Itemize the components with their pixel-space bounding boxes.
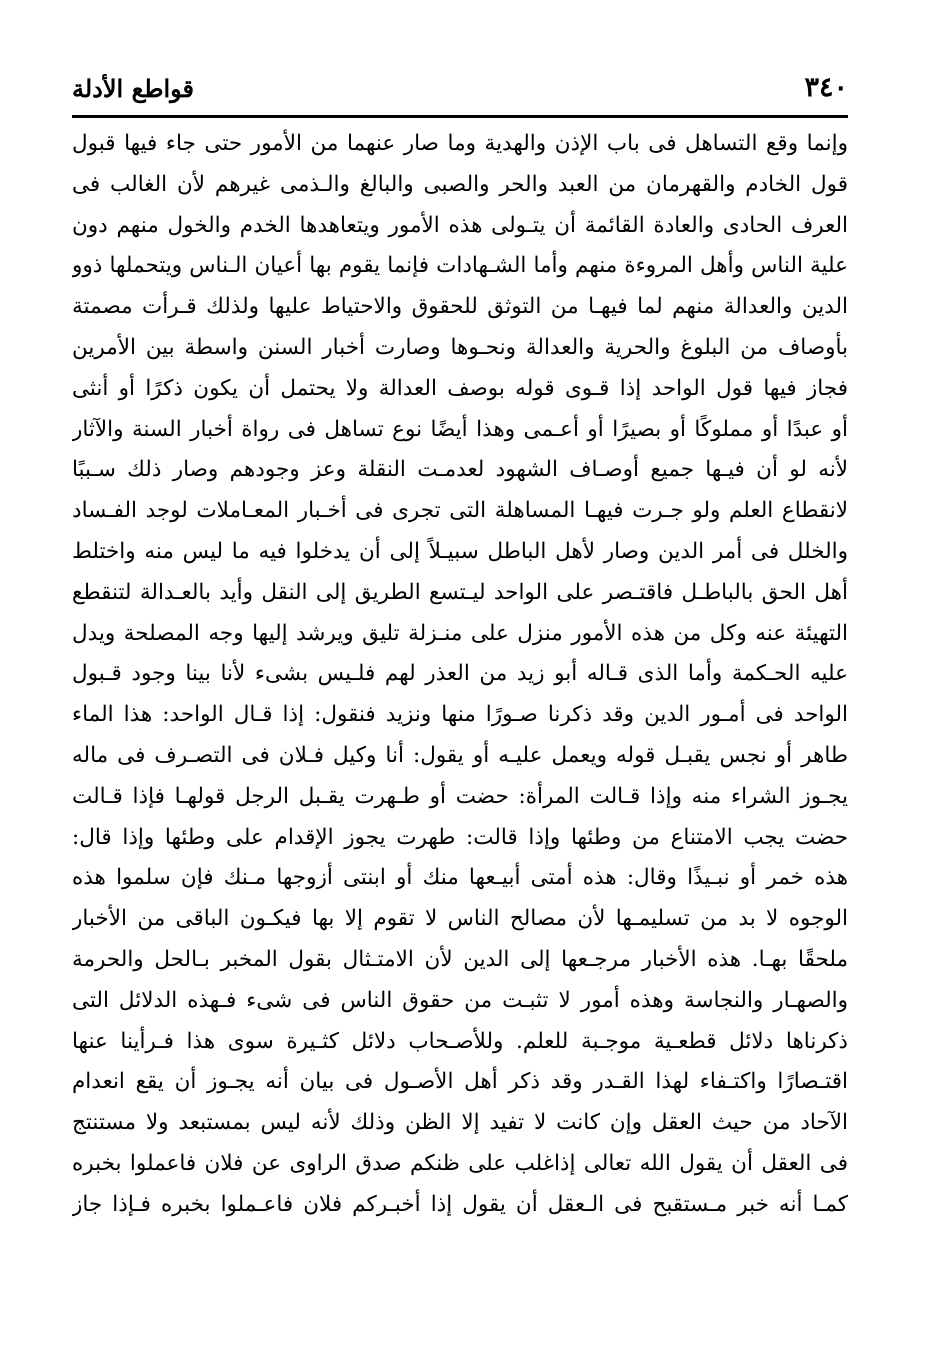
text-line: علية الناس وأهل المروءة منهم وأما الشـهادات فإنما يقوم بها أعيان الـناس ويتحملها ذوو [72, 253, 848, 279]
page-number: ٣٤٠ [804, 72, 848, 103]
text-line: اقتـصارًا واكتـفاء لهذا القـدر وقد ذكر أهل الأصـول فى بيان أنه يجـوز أن يقع انعدام [72, 1069, 848, 1095]
text-line: حضت يجب الامتناع من وطئها وإذا قالت: طهرت يجوز الإقدام على وطئها وإذا قال: [72, 824, 848, 850]
text-line: ملحقًا بهـا. هذه الأخبار مرجـعها إلى الدين لأن الامتـثال بقول المخبر بـالحل والحرمة [72, 946, 848, 972]
text-line: الآحاد من حيث العقل وإن كانت لا تفيد إلا الظن وذلك لأنه ليس بمستبعد ولا مستنتج [72, 1110, 848, 1136]
text-line: الدين والعدالة منهم لما فيهـا من التوثق للحقوق والاحتياط عليها ولذلك قـرأت مصمتة [72, 294, 848, 320]
text-line: عليه الحـكمة وأما الذى قـاله أبو زيد من العذر لهم فلـيس بشىء لأنا بينا وجود قـبول [72, 661, 848, 687]
text-line: وإنما وقع التساهل فى باب الإذن والهدية وما صار عنهما من الأمور حتى جاء فيها قبول [72, 131, 848, 156]
text-line: والخلل فى أمر الدين وصار لأهل الباطل سبيـلاً إلى أن يدخلوا فيه ما ليس منه واختلط [72, 538, 848, 564]
page-header [72, 68, 848, 108]
text-line: طاهر أو نجس يقبـل قوله ويعمل عليـه أو يقول: أنا وكيل فـلان فى التصـرف فى ماله [72, 742, 848, 768]
text-line: فجاز فيها قول الواحد إذا قـوى قوله بوصف العدالة ولا يحتمل أن يكون ذكرًا أو أنثى [72, 375, 848, 401]
header-rule [72, 115, 848, 118]
text-line: العرف الحادى والعادة القائمة أن يتـولى هذه الأمور ويتعاهدها الخدم والخول منهم دون [72, 212, 848, 238]
text-line: يجـوز الشراء منه وإذا قـالت المرأة: حضت أو طـهرت يقـبل الرجل قولهـا فإذا قـالت [72, 783, 848, 809]
text-line: أهل الحق بالباطـل فاقتـصر على الواحد ليـتسع الطريق إلى النقل وأيد بالعـدالة لتنقطع [72, 579, 848, 605]
text-line: قول الخادم والقهرمان من العبد والحر والصبى والبالغ والـذمى غيرهم لأن الغالب فى [72, 171, 848, 197]
text-line: الواحد فى أمـور الدين وقد ذكرنا صـورًا منها ونزيد فنقول: إذا قـال الواحد: هذا الماء [72, 702, 848, 728]
text-line: فى العقل أن يقول الله تعالى إذاغلب على ظنكم صدق الراوى عن فلان فاعملوا بخبره [72, 1150, 848, 1176]
body-text [72, 124, 848, 1226]
text-line: بأوصاف من البلوغ والحرية والعدالة ونحـوها وصارت أخبار السنن واسطة بين الأمرين [72, 334, 848, 360]
text-line: والصهـار والنجاسة وهذه أمور لا تثبـت من حقوق الناس فى شىء فـهذه الدلائل التى [72, 987, 848, 1013]
text-line: لأنه لو أن فيـها جميع أوصـاف الشهود لعدمـت النقلة وعز وجودهم وصار ذلك سـببًا [72, 457, 848, 483]
running-title: قواطع الأدلة [72, 74, 194, 103]
text-line: هذه خمر أو نبـيذًا وقال: هذه أمتى أبيـعها منك أو ابنتى أزوجها مـنك فإن سلموا هذه [72, 865, 848, 891]
text-line: التهيئة عنه وكل من هذه الأمور منزل على منـزلة تليق ويرشد إليها وجه المصلحة ويدل [72, 620, 848, 646]
text-line: الوجوه لا بد من تسليمـها لأن مصالح الناس لا تقوم إلا بها فيكـون الباقى من الأخبار [72, 906, 848, 932]
text-line: ذكرناها دلائل قطعـية موجـبة للعلم. وللأصـحاب دلائل كثـيرة سوى هذا فـرأينا عنها [72, 1028, 848, 1054]
text-line: كمـا أنه خبر مـستقبح فى الـعقل أن يقول إذا أخبـركم فلان فاعـملوا بخبره فـإذا جاز [72, 1191, 848, 1217]
text-line: أو عبدًا أو مملوكًا أو بصيرًا أو أعـمى وهذا أيضًا نوع تساهل فى رواة أخبار السنة والآثار [72, 416, 848, 442]
text-line: لانقطاع العلم ولو جـرت فيهـا المساهلة التى تجرى فى أخـبار المعـاملات لوجد الفـساد [72, 498, 848, 524]
